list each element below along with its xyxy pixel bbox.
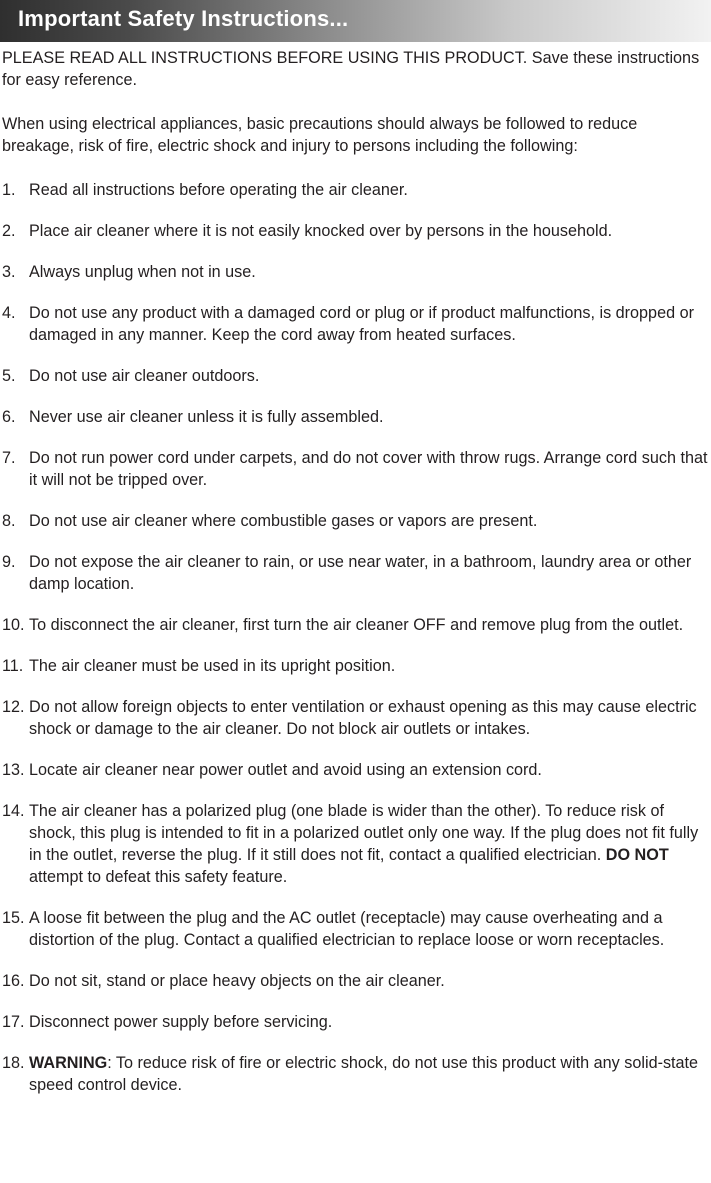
item-text: Disconnect power supply before servicing. [29,1013,333,1031]
list-item [2,302,711,346]
list-item [2,800,711,888]
instructions-content [2,47,711,1115]
item-text: Do not use air cleaner where combustible gases or vapors are present. [29,512,538,530]
item-number: 15. [2,909,25,927]
item-number: 3. [2,263,16,281]
warning-label: WARNING [29,1054,108,1072]
item-number: 12. [2,698,25,716]
list-item [2,406,711,428]
item-number: 7. [2,449,16,467]
item-number: 5. [2,367,16,385]
list-item [2,1052,711,1096]
item-text [29,1052,711,1096]
item-text-after: : To reduce risk of fire or electric shock, do not use this product with any solid-state speed control device. [29,1054,699,1094]
item-number: 11. [2,657,24,675]
list-item [2,696,711,740]
page-title: Important Safety Instructions... [18,6,349,31]
item-emphasis: DO NOT [605,846,669,864]
item-number: 1. [2,181,16,199]
item-number: 10. [2,616,25,634]
instruction-list [2,179,711,1096]
item-number: 2. [2,222,16,240]
item-number: 18. [2,1054,25,1072]
item-text: A loose fit between the plug and the AC outlet (receptacle) may cause overheating and a distortion of the plug. Contact a qualified electrician to replace loose or worn receptacles. [29,909,665,949]
item-number: 13. [2,761,25,779]
item-number: 8. [2,512,16,530]
item-number: 16. [2,972,25,990]
precautions-paragraph: When using electrical appliances, basic precautions should always be followed to reduce breakage, risk of fire, electric shock and injury to persons including the following: [2,115,638,155]
item-text: The air cleaner must be used in its upright position. [29,657,396,675]
item-number: 6. [2,408,16,426]
item-number: 14. [2,802,25,820]
list-item [2,655,711,677]
item-text-after: attempt to defeat this safety feature. [29,868,288,886]
list-item [2,907,711,951]
list-item [2,220,711,242]
title-banner [0,0,711,42]
item-text: Do not run power cord under carpets, and do not cover with throw rugs. Arrange cord such that it will not be tripped over. [29,449,708,489]
item-text: Read all instructions before operating the air cleaner. [29,181,408,199]
item-number: 9. [2,553,16,571]
list-item [2,759,711,781]
item-number: 4. [2,304,16,322]
intro-paragraph: PLEASE READ ALL INSTRUCTIONS BEFORE USING THIS PRODUCT. Save these instructions for easy reference. [2,49,700,89]
list-item [2,179,711,201]
item-text: Do not expose the air cleaner to rain, or use near water, in a bathroom, laundry area or other damp location. [29,553,692,593]
item-text: Do not use any product with a damaged cord or plug or if product malfunctions, is dropped or damaged in any manner. Keep the cord away from heated surfaces. [29,304,694,344]
list-item [2,365,711,387]
item-text: Do not sit, stand or place heavy objects on the air cleaner. [29,972,445,990]
item-text: Always unplug when not in use. [29,263,256,281]
item-text: Do not allow foreign objects to enter ventilation or exhaust opening as this may cause electric shock or damage to the air cleaner. Do not block air outlets or intakes. [29,698,697,738]
list-item [2,447,711,491]
item-text: Never use air cleaner unless it is fully assembled. [29,408,384,426]
list-item [2,614,711,636]
list-item [2,510,711,532]
list-item [2,551,711,595]
item-number: 17. [2,1013,25,1031]
list-item [2,261,711,283]
item-text [29,800,711,888]
item-text: To disconnect the air cleaner, first turn the air cleaner OFF and remove plug from the outlet. [29,616,684,634]
list-item [2,970,711,992]
item-text: Locate air cleaner near power outlet and avoid using an extension cord. [29,761,542,779]
item-text: Place air cleaner where it is not easily knocked over by persons in the household. [29,222,613,240]
item-text: Do not use air cleaner outdoors. [29,367,260,385]
item-text-main: The air cleaner has a polarized plug (one blade is wider than the other). To reduce risk of shock, this plug is intended to fit in a polarized outlet only one way. If the plug does not fit fully in the outlet, reverse the plug. If it still does not fit, contact a qualified electrician. [29,802,699,864]
list-item [2,1011,711,1033]
